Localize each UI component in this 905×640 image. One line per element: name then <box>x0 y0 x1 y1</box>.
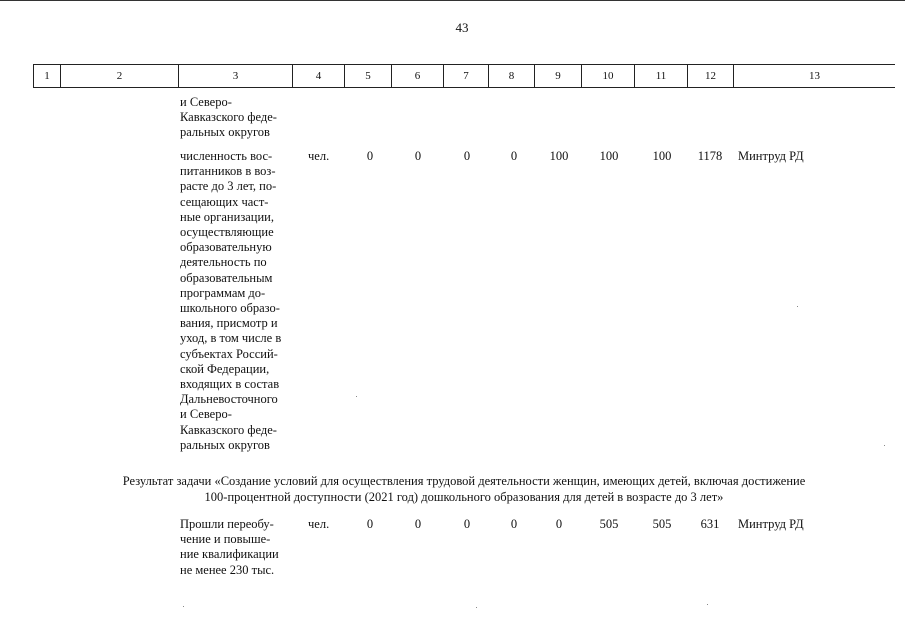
column-number-5: 5 <box>345 65 392 87</box>
value-cell: 505 <box>599 517 619 531</box>
value-cell: 631 <box>700 517 720 531</box>
value-cell: 100 <box>549 149 569 163</box>
indicator-line: Прошли переобу- <box>180 517 274 531</box>
column-number-10: 10 <box>582 65 635 87</box>
value-cell: 0 <box>510 517 518 531</box>
indicator-text-continued <box>180 95 289 141</box>
indicator-line: деятельность по <box>180 255 267 270</box>
value-cell: 0 <box>555 517 563 531</box>
column-number-11: 11 <box>635 65 688 87</box>
indicator-line: ральных округов <box>180 437 270 452</box>
scan-speck <box>183 606 184 607</box>
scan-speck <box>476 607 477 608</box>
value-cell: 0 <box>510 149 518 163</box>
value-cell: 1178 <box>697 149 723 163</box>
indicator-text <box>180 149 289 453</box>
indicator-line: расте до 3 лет, по- <box>180 179 277 194</box>
column-number-6: 6 <box>392 65 444 87</box>
column-number-4: 4 <box>293 65 345 87</box>
indicator-line: ные организации, <box>180 209 274 224</box>
column-number-3: 3 <box>179 65 293 87</box>
value-cell: 0 <box>366 149 374 163</box>
responsible-cell: Минтруд РД <box>738 149 804 163</box>
scan-speck <box>356 396 357 397</box>
indicator-line: ние квалификации <box>180 547 279 562</box>
task-result-line: Результат задачи «Создание условий для осуществления трудовой деятельности женщин, имеющих детей, включая достижение <box>122 474 806 488</box>
value-cell: 0 <box>414 149 422 163</box>
indicator-line: сещающих част- <box>180 194 269 209</box>
value-cell: 0 <box>463 517 471 531</box>
scan-speck <box>884 445 885 446</box>
value-cell: 0 <box>366 517 374 531</box>
column-number-7: 7 <box>444 65 489 87</box>
indicator-line: Кавказского феде- <box>180 110 277 125</box>
indicator-line: Кавказского феде- <box>180 422 277 437</box>
unit-cell: чел. <box>308 149 330 163</box>
value-cell: 0 <box>414 517 422 531</box>
indicator-line: питанников в воз- <box>180 164 276 179</box>
column-number-13: 13 <box>809 70 820 82</box>
indicator-line: и Северо- <box>180 407 232 422</box>
column-number-2: 2 <box>61 65 179 87</box>
value-cell: 100 <box>599 149 619 163</box>
task-result-heading <box>100 474 828 505</box>
task-result-line: 100-процентной доступности (2021 год) дошкольного образования для детей в возрасте до 3 лет» <box>204 489 724 504</box>
indicator-text <box>180 517 289 578</box>
page-number: 43 <box>455 20 469 35</box>
unit-cell: чел. <box>308 517 330 531</box>
indicator-line: Дальневосточного <box>180 392 278 407</box>
indicator-line: программам до- <box>180 285 266 300</box>
column-number-12: 12 <box>688 65 734 87</box>
indicator-line: осуществляющие <box>180 225 274 240</box>
indicator-line: субъектах Россий- <box>180 346 278 361</box>
column-number-8: 8 <box>489 65 535 87</box>
column-number-1: 1 <box>33 65 61 87</box>
indicator-line: численность вос- <box>180 149 273 163</box>
indicator-line: ральных округов <box>180 125 270 140</box>
indicator-line: не менее 230 тыс. <box>180 562 275 577</box>
indicator-line: вания, присмотр и <box>180 316 278 331</box>
value-cell: 100 <box>652 149 672 163</box>
indicator-line: и Северо- <box>180 95 232 109</box>
value-cell: 505 <box>652 517 672 531</box>
scan-speck <box>797 306 798 307</box>
indicator-line: входящих в состав <box>180 377 280 392</box>
scan-speck <box>707 604 708 605</box>
indicator-line: образовательным <box>180 270 273 285</box>
indicator-line: образовательную <box>180 240 272 255</box>
indicator-line: уход, в том числе в <box>180 331 282 346</box>
indicator-line: ской Федерации, <box>180 361 270 376</box>
indicator-line: чение и повыше- <box>180 532 271 547</box>
value-cell: 0 <box>463 149 471 163</box>
page-top-edge <box>0 0 905 1</box>
column-number-9: 9 <box>535 65 582 87</box>
table-column-number-row <box>33 64 895 88</box>
indicator-line: школьного образо- <box>180 301 280 316</box>
responsible-cell: Минтруд РД <box>738 517 804 531</box>
